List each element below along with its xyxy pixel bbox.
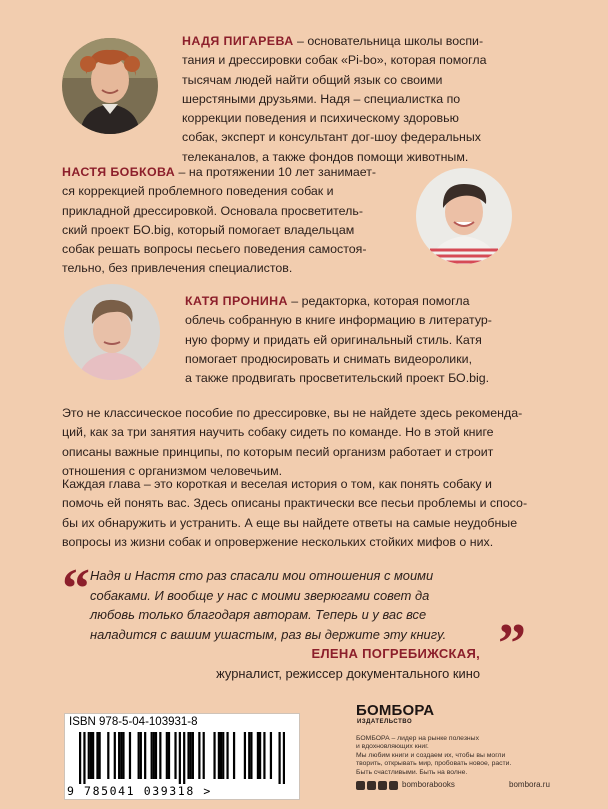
quote-line: Надя и Настя сто раз спасали мои отношения с моими [90,568,434,583]
author-name: КАТЯ ПРОНИНА [185,294,288,308]
barcode-box [64,713,300,800]
barcode-bar [140,732,142,779]
barcode-bar [129,732,131,779]
barcode-bar [92,732,94,779]
quote-author-role: журналист, режиссер документального кино [216,666,480,681]
author-name: НАДЯ ПИГАРЕВА [182,34,294,48]
barcode-bar [183,732,185,784]
bio-line: прикладной дрессировкой. Основала просветитель- [62,203,363,218]
bio-line: коррекции поведения и психическому здоровью [182,111,459,126]
barcode-bar [120,732,122,779]
barcode-bar [218,732,220,779]
barcode-bar [138,732,140,779]
barcode-bar [155,732,157,779]
bio-line: КАТЯ ПРОНИНА – редакторка, которая помогла [185,294,470,308]
facebook-icon[interactable] [356,781,365,790]
barcode-bar [168,732,170,779]
description-paragraph-2 [62,475,557,552]
social-icons [356,781,398,790]
bio-line: собак, эксперт и консультант дог-шоу федеральных [182,130,481,145]
text-line: описаны важные принципы, по которым песий организм работает и строит [62,444,494,459]
barcode-bar [151,732,153,779]
slogan-line: и вдохновляющих книг. [356,743,429,751]
barcode-bar [259,732,261,779]
quote-line: наладится с вашим ушастым, раз вы держите эту книгу. [90,626,447,642]
barcode-bar [283,732,285,784]
author-name: НАСТЯ БОБКОВА [62,165,176,179]
barcode-bar [192,732,194,779]
bio-line: облечь собранную в книге информацию в литератур- [185,313,492,328]
bio-line: шерстяными друзьями. Надя – специалистка по [182,91,461,106]
text-line: отношения с организмом человечьим. [62,463,283,478]
publisher-slogan [356,735,556,777]
slogan-line: Быть счастливыми. Быть на волне. [356,768,468,776]
vk-icon[interactable] [367,781,376,790]
text-line: бы их обнаружить и устранить. А еще вы найдете ответы на самые неудобные [62,515,518,530]
barcode-bar [190,732,192,779]
slogan-line: Мы любим книги и создаем их, чтобы вы могли [356,751,506,759]
barcode-bar [174,732,176,779]
text-line: помочь ей понять вас. Здесь описаны практически все песьи проблемы и спосо- [62,496,528,511]
barcode-bar [166,732,168,779]
bio-line: тания и дрессировки собак «Pi-bo», которая помогла [182,53,487,68]
author-photo-pigareva [62,38,158,134]
slogan-line: творить, открывать мир, пробовать новое, расти. [356,760,512,768]
bio-line: НАДЯ ПИГАРЕВА – основательница школы воспи- [182,34,484,48]
barcode-bar [88,732,90,779]
publisher-logo: БОМБОРА [356,702,435,719]
barcode-bar [250,732,252,779]
barcode-bar [99,732,101,779]
barcode-bar [83,732,85,784]
barcode-bar [226,732,228,779]
author-photo-pronina [64,284,160,380]
barcode-bar [244,732,246,779]
text-line: вопросы из жизни собак и опровержение нескольких стойких мифов о них. [62,534,494,549]
bio-line: ся коррекцией проблемного поведения собак и [62,184,334,199]
barcode-bar [278,732,280,784]
barcode-bar [107,732,109,779]
barcode-bar [257,732,259,779]
author-photo-bobkova [416,168,512,264]
barcode-bar [222,732,224,779]
barcode-bar [198,732,200,779]
barcode-bar [96,732,98,779]
description-paragraph-1 [62,404,557,481]
bio-line: собак решать вопросы песьего поведения самостоя- [62,242,367,257]
barcode-bar [122,732,124,779]
barcode-bar [263,732,265,779]
slogan-line: БОМБОРА – лидер на рынке полезных [356,735,479,742]
bio-line: ский проект БО.big, который помогает владельцам [62,222,355,237]
barcode-bar [144,732,146,779]
bio-line: тысячам людей найти общий язык со своими [182,72,443,87]
barcode-bar [118,732,120,779]
publisher-logo-subtitle: ИЗДАТЕЛЬСТВО [357,719,413,725]
barcode-bar [79,732,81,784]
barcode-bar [114,732,116,779]
author-bio-bobkova [62,163,412,279]
bio-line: НАСТЯ БОБКОВА – на протяжении 10 лет занимает- [62,165,377,179]
text-line: Это не классическое пособие по дрессировке, вы не найдете здесь рекоменда- [62,406,523,420]
barcode-bar [203,732,205,779]
author-bio-pigareva [182,32,550,167]
text-line: Каждая глава – это короткая и веселая история о том, как понять собаку и [62,477,492,491]
publisher-website[interactable]: bombora.ru [509,780,550,789]
close-quote-icon: ” [498,613,526,675]
barcode-bar [159,732,161,779]
odnoklassniki-icon[interactable] [378,781,387,790]
barcode-bar [90,732,92,779]
barcode-bar [213,732,215,779]
bio-line: телеканалов, а также фондов помощи животным. [182,149,469,164]
barcode-bar [270,732,272,779]
barcode-bar [179,732,181,784]
author-bio-pronina [185,292,549,388]
bio-line: а также продвигать просветительский проект БО.big. [185,371,490,386]
barcode-bar [187,732,189,779]
text-line: ций, как за три занятия научить собаку сидеть по команде. Но в этой книге [62,425,494,440]
barcode-bar [233,732,235,779]
barcode-bar [153,732,155,779]
quote-line: собаками. И вообще у нас с моими зверюгами совет да [90,587,430,603]
open-quote-icon: “ [62,558,90,620]
social-handle[interactable]: bomborabooks [402,780,455,789]
instagram-icon[interactable] [389,781,398,790]
isbn-text: ISBN 978-5-04-103931-8 [69,716,198,728]
barcode-bar [220,732,222,779]
testimonial-quote [90,566,490,644]
barcode-bar [248,732,250,779]
quote-author: ЕЛЕНА ПОГРЕБИЖСКАЯ, [311,646,480,661]
bio-line: помогает продюсировать и снимать видеоролики, [185,351,473,366]
bio-line: тельно, без привлечения специалистов. [62,261,293,276]
bio-line: ную форму и придать ей оригинальный стиль. Катя [185,332,482,347]
barcode-digits: 9 785041 039318 > [67,784,212,798]
barcode-icon [79,732,285,784]
quote-line: любовь только благодаря авторам. Теперь и у вас все [90,607,427,622]
